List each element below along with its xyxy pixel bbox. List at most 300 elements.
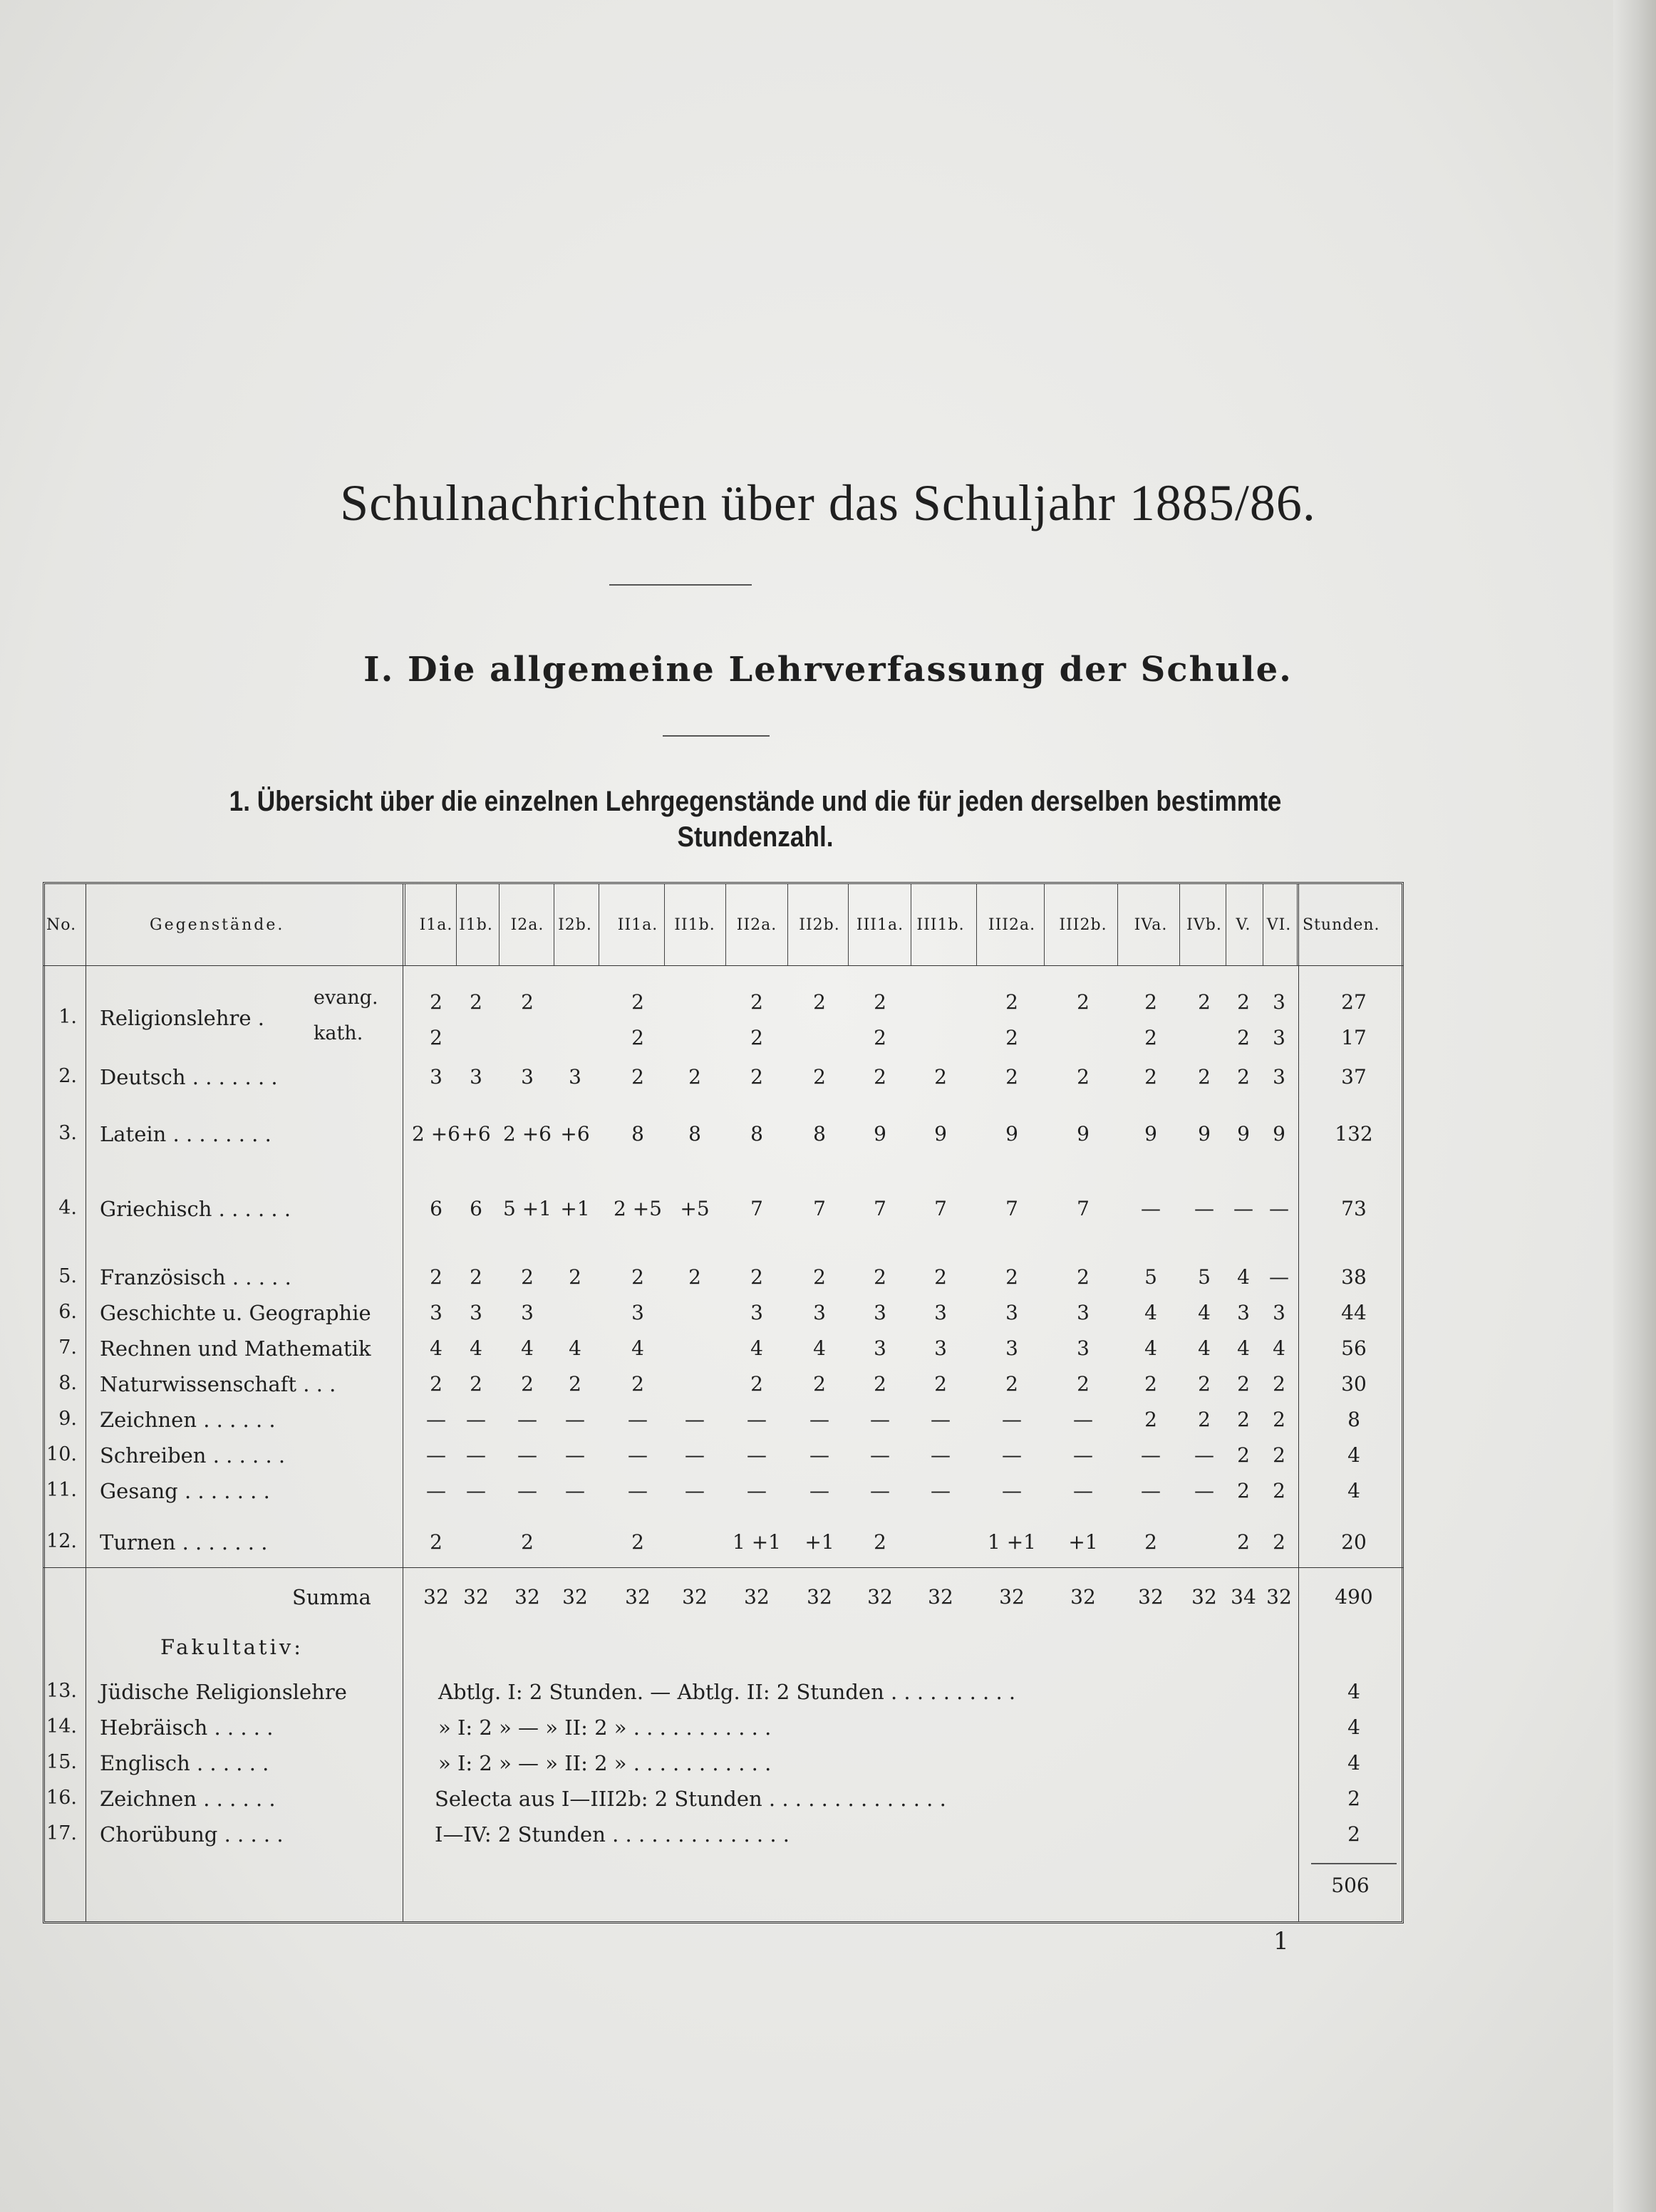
table-cell: 4	[470, 1336, 482, 1360]
optional-row-total: 2	[1347, 1822, 1360, 1846]
table-cell: —	[931, 1443, 951, 1467]
table-cell: +5	[680, 1197, 710, 1220]
table-cell: 2 +6	[412, 1122, 460, 1146]
optional-row-total: 2	[1347, 1787, 1360, 1810]
table-cell: 2	[631, 990, 644, 1014]
summa-total: 490	[1335, 1585, 1373, 1609]
table-cell: 3	[934, 1336, 947, 1360]
summa-cell: 32	[463, 1585, 489, 1609]
row-number: 7.	[58, 1336, 77, 1359]
table-cell: 3	[569, 1065, 581, 1089]
table-cell: 2	[874, 1265, 886, 1289]
fakultativ-label: Fakultativ:	[160, 1635, 304, 1659]
table-cell: 3	[874, 1336, 886, 1360]
table-cell: —	[565, 1443, 585, 1467]
table-cell: 3	[430, 1301, 443, 1324]
table-cell: 3	[813, 1301, 826, 1324]
table-cell: 2	[1005, 990, 1018, 1014]
table-cell: —	[1141, 1479, 1161, 1502]
table-cell: 2	[1144, 1372, 1157, 1396]
table-cell: 4	[569, 1336, 581, 1360]
optional-row-text: » I: 2 » — » II: 2 » . . . . . . . . . . .	[438, 1715, 772, 1740]
table-cell: 4	[750, 1336, 763, 1360]
table-cell: —	[426, 1408, 446, 1431]
table-cell: 2	[1005, 1065, 1018, 1089]
table-cell: 2	[1237, 1443, 1250, 1467]
row-number: 9.	[58, 1408, 77, 1430]
optional-row-number: 16.	[46, 1787, 77, 1809]
table-cell: 2	[1144, 990, 1157, 1014]
table-cell: 7	[1077, 1197, 1090, 1220]
table-cell: 3	[934, 1301, 947, 1324]
table-cell: 2	[631, 1065, 644, 1089]
table-cell: —	[1233, 1197, 1253, 1220]
summa-cell: 32	[999, 1585, 1025, 1609]
row-total: 17	[1341, 1026, 1367, 1049]
header-class: V.	[1236, 916, 1251, 934]
optional-row-subject: Hebräisch . . . . .	[100, 1715, 274, 1740]
table-cell: 2	[874, 1530, 886, 1554]
optional-row-text: Selecta aus I—III2b: 2 Stunden . . . . . . . . . . . . . .	[435, 1787, 946, 1811]
table-cell: 2	[470, 1265, 482, 1289]
table-cell: 3	[1005, 1336, 1018, 1360]
header-class: III1a.	[856, 916, 904, 934]
table-cell: 4	[1237, 1265, 1250, 1289]
row-total: 4	[1347, 1443, 1360, 1467]
table-cell: 9	[1144, 1122, 1157, 1146]
row-subject: Naturwissenschaft . . .	[100, 1372, 336, 1396]
optional-row-subject: Jüdische Religionslehre	[100, 1680, 347, 1704]
table-cell: 9	[1198, 1122, 1211, 1146]
header-hours: Stunden.	[1303, 916, 1380, 934]
table-cell: 2	[750, 1065, 763, 1089]
optional-row-number: 13.	[46, 1680, 77, 1702]
table-cell: —	[1269, 1197, 1289, 1220]
row-total: 132	[1335, 1122, 1373, 1146]
header-class: III2a.	[988, 916, 1036, 934]
table-cell: 9	[1237, 1122, 1250, 1146]
summa-cell: 32	[1138, 1585, 1164, 1609]
optional-row-total: 4	[1347, 1715, 1360, 1739]
summa-cell: 32	[514, 1585, 540, 1609]
table-cell: 5	[1144, 1265, 1157, 1289]
table-cell: —	[517, 1479, 537, 1502]
table-cell: 4	[1144, 1336, 1157, 1360]
summa-cell: 32	[625, 1585, 651, 1609]
table-cell: 9	[1077, 1122, 1090, 1146]
table-cell: 2	[470, 990, 482, 1014]
table-cell: 2	[430, 1265, 443, 1289]
row-number: 8.	[58, 1372, 77, 1394]
summa-cell: 32	[1191, 1585, 1217, 1609]
table-cell: 2	[874, 990, 886, 1014]
summa-label: Summa	[292, 1585, 371, 1609]
row-total: 8	[1347, 1408, 1360, 1431]
table-cell: —	[931, 1408, 951, 1431]
table-cell: —	[1269, 1265, 1289, 1289]
row-subject: Griechisch . . . . . .	[100, 1197, 291, 1221]
table-cell: 2	[1237, 1408, 1250, 1431]
col-divider	[664, 883, 665, 965]
table-cell: 2	[1273, 1530, 1285, 1554]
table-cell: 6	[470, 1197, 482, 1220]
table-cell: —	[1194, 1479, 1214, 1502]
col-divider	[1044, 883, 1045, 965]
table-cell: 3	[521, 1065, 534, 1089]
table-cell: 2	[750, 1372, 763, 1396]
header-class: IVb.	[1186, 916, 1222, 934]
table-cell: 4	[1198, 1301, 1211, 1324]
table-cell: —	[565, 1408, 585, 1431]
table-cell: 3	[1237, 1301, 1250, 1324]
table-cell: 3	[1077, 1301, 1090, 1324]
header-class: II2b.	[799, 916, 840, 934]
grand-total: 506	[1331, 1874, 1370, 1897]
table-cell: —	[466, 1443, 486, 1467]
table-cell: 2	[1077, 1065, 1090, 1089]
row-number: 10.	[46, 1443, 77, 1465]
header-class: II2a.	[736, 916, 777, 934]
table-cell: 3	[430, 1065, 443, 1089]
table-cell: 2	[521, 1530, 534, 1554]
table-cell: 2	[1237, 1530, 1250, 1554]
col-divider	[1117, 883, 1118, 965]
table-cell: 2 +6	[503, 1122, 552, 1146]
table-cell: —	[1002, 1479, 1022, 1502]
table-cell: 2	[750, 990, 763, 1014]
table-cell: 2	[430, 1530, 443, 1554]
row-number: 4.	[58, 1197, 77, 1219]
table-cell: 4	[1144, 1301, 1157, 1324]
table-cell: —	[628, 1479, 648, 1502]
row-total: 56	[1341, 1336, 1367, 1360]
table-cell: 3	[750, 1301, 763, 1324]
table-cell: 7	[934, 1197, 947, 1220]
row-total: 4	[1347, 1479, 1360, 1502]
table-cell: 9	[874, 1122, 886, 1146]
table-cell: 2	[874, 1372, 886, 1396]
row-total: 37	[1341, 1065, 1367, 1089]
table-cell: —	[517, 1443, 537, 1467]
table-cell: 2	[521, 990, 534, 1014]
row-total: 44	[1341, 1301, 1367, 1324]
table-cell: 2	[934, 1065, 947, 1089]
table-cell: —	[685, 1408, 705, 1431]
table-cell: 2	[1144, 1530, 1157, 1554]
table-cell: 2	[569, 1372, 581, 1396]
header-class: III1b.	[916, 916, 965, 934]
row-number: 11.	[46, 1479, 77, 1501]
optional-row-number: 14.	[46, 1715, 77, 1738]
table-cell: —	[628, 1443, 648, 1467]
row-total: 73	[1341, 1197, 1367, 1220]
col-divider	[848, 883, 849, 965]
optional-row-number: 17.	[46, 1822, 77, 1844]
col-divider	[976, 883, 977, 965]
row-number: 12.	[46, 1530, 77, 1552]
col-divider	[499, 883, 500, 965]
table-cell: —	[747, 1443, 767, 1467]
row-subject-variant: kath.	[314, 1022, 363, 1044]
header-class: I1a.	[419, 916, 453, 934]
table-cell: 2 +5	[614, 1197, 662, 1220]
table-cell: 7	[813, 1197, 826, 1220]
header-subject: Gegenstände.	[150, 916, 285, 934]
table-cell: —	[747, 1408, 767, 1431]
table-cell: 3	[470, 1301, 482, 1324]
table-cell: 2	[1198, 990, 1211, 1014]
table-cell: 1 +1	[733, 1530, 781, 1554]
table-cell: 2	[1005, 1265, 1018, 1289]
table-cell: 3	[1005, 1301, 1018, 1324]
row-subject: Schreiben . . . . . .	[100, 1443, 286, 1468]
page-edge	[1613, 0, 1656, 2212]
header-class: I1b.	[459, 916, 493, 934]
row-subject: Turnen . . . . . . .	[100, 1530, 268, 1554]
table-cell: 5 +1	[503, 1197, 552, 1220]
col-divider	[787, 883, 788, 965]
table-cell: —	[1073, 1443, 1093, 1467]
table-cell: —	[466, 1479, 486, 1502]
table-cell: 2	[934, 1265, 947, 1289]
table-cell: 2	[631, 1265, 644, 1289]
table-cell: —	[931, 1479, 951, 1502]
row-total: 38	[1341, 1265, 1367, 1289]
table-cell: —	[426, 1479, 446, 1502]
table-cell: 7	[750, 1197, 763, 1220]
table-cell: —	[870, 1479, 890, 1502]
table-cell: —	[1194, 1197, 1214, 1220]
row-number: 1.	[58, 1006, 77, 1028]
document-title: Schulnachrichten über das Schuljahr 1885/86.	[340, 474, 1316, 531]
table-cell: 2	[1077, 990, 1090, 1014]
table-cell: 4	[813, 1336, 826, 1360]
table-cell: 4	[1237, 1336, 1250, 1360]
table-cell: 2	[874, 1026, 886, 1049]
table-cell: —	[870, 1408, 890, 1431]
table-cell: 2	[813, 1372, 826, 1396]
table-cell: +1	[804, 1530, 834, 1554]
table-cell: 3	[521, 1301, 534, 1324]
row-subject-variant: evang.	[314, 987, 378, 1009]
table-cell: 2	[1005, 1372, 1018, 1396]
table-cell: 3	[1273, 1301, 1285, 1324]
table-cell: 2	[1144, 1026, 1157, 1049]
row-total: 20	[1341, 1530, 1367, 1554]
optional-row-text: I—IV: 2 Stunden . . . . . . . . . . . . . .	[435, 1822, 790, 1847]
table-cell: 2	[750, 1265, 763, 1289]
table-cell: —	[628, 1408, 648, 1431]
row-subject: Geschichte u. Geographie	[100, 1301, 371, 1325]
table-cell: 2	[430, 990, 443, 1014]
page-number: 1	[1273, 1927, 1289, 1956]
table-cell: 2	[1144, 1408, 1157, 1431]
summa-cell: 32	[423, 1585, 449, 1609]
table-cell: 2	[813, 1065, 826, 1089]
summa-cell: 32	[867, 1585, 893, 1609]
header-class: II1b.	[674, 916, 715, 934]
table-cell: 3	[1273, 1026, 1285, 1049]
table-cell: —	[685, 1443, 705, 1467]
summa-cell: 32	[928, 1585, 953, 1609]
table-cell: 6	[430, 1197, 443, 1220]
table-cell: —	[809, 1408, 829, 1431]
table-cell: +1	[560, 1197, 590, 1220]
table-cell: —	[565, 1479, 585, 1502]
table-cell: 1 +1	[988, 1530, 1036, 1554]
row-subject: Zeichnen . . . . . .	[100, 1408, 276, 1432]
table-cell: 2	[1198, 1065, 1211, 1089]
table-cell: —	[685, 1479, 705, 1502]
header-class: I2b.	[558, 916, 592, 934]
row-subject: Deutsch . . . . . . .	[100, 1065, 278, 1089]
table-cell: —	[1002, 1443, 1022, 1467]
table-cell: 2	[934, 1372, 947, 1396]
table-cell: —	[1141, 1197, 1161, 1220]
col-divider	[456, 883, 457, 965]
table-cell: 2	[1144, 1065, 1157, 1089]
optional-row-subject: Chorübung . . . . .	[100, 1822, 284, 1847]
table-cell: 2	[631, 1026, 644, 1049]
table-cell: —	[747, 1479, 767, 1502]
table-cell: 3	[1077, 1336, 1090, 1360]
table-cell: —	[809, 1479, 829, 1502]
summa-cell: 34	[1231, 1585, 1256, 1609]
table-cell: 2	[1198, 1408, 1211, 1431]
table-cell: 4	[1273, 1336, 1285, 1360]
table-cell: —	[466, 1408, 486, 1431]
optional-row-total: 4	[1347, 1680, 1360, 1703]
table-cell: 4	[430, 1336, 443, 1360]
table-cell: 9	[934, 1122, 947, 1146]
table-cell: —	[1073, 1479, 1093, 1502]
table-cell: —	[1141, 1443, 1161, 1467]
table-cell: 3	[874, 1301, 886, 1324]
table-cell: 7	[874, 1197, 886, 1220]
table-cell: 8	[813, 1122, 826, 1146]
header-class: II1a.	[617, 916, 658, 934]
table-cell: 3	[1273, 990, 1285, 1014]
table-cell: 9	[1005, 1122, 1018, 1146]
summa-cell: 32	[562, 1585, 588, 1609]
optional-row-number: 15.	[46, 1751, 77, 1773]
table-cell: 2	[1237, 1065, 1250, 1089]
table-cell: +6	[560, 1122, 590, 1146]
title-rule	[609, 584, 752, 586]
table-cell: 4	[521, 1336, 534, 1360]
summa-cell: 32	[1070, 1585, 1096, 1609]
table-cell: 2	[1273, 1443, 1285, 1467]
table-cell: 2	[1237, 990, 1250, 1014]
col-divider	[1179, 883, 1180, 965]
table-cell: —	[870, 1443, 890, 1467]
summa-divider	[43, 1567, 1404, 1568]
optional-row-total: 4	[1347, 1751, 1360, 1775]
optional-row-text: Abtlg. I: 2 Stunden. — Abtlg. II: 2 Stunden . . . . . . . . . .	[438, 1680, 1016, 1704]
table-cell: +1	[1068, 1530, 1098, 1554]
table-cell: —	[517, 1408, 537, 1431]
table-cell: 2	[874, 1065, 886, 1089]
table-cell: 8	[750, 1122, 763, 1146]
row-subject: Latein . . . . . . . .	[100, 1122, 271, 1146]
summa-cell: 32	[744, 1585, 770, 1609]
table-cell: 2	[1273, 1408, 1285, 1431]
row-subject: Gesang . . . . . . .	[100, 1479, 270, 1503]
table-cell: 2	[1273, 1479, 1285, 1502]
subsection-heading: 1. Übersicht über die einzelnen Lehrgegenstände und die für jeden derselben bestimmte Stundenzahl.	[229, 786, 1282, 853]
table-cell: 3	[470, 1065, 482, 1089]
table-cell: —	[426, 1443, 446, 1467]
table-cell: 2	[813, 990, 826, 1014]
table-cell: 8	[631, 1122, 644, 1146]
row-number: 3.	[58, 1122, 77, 1144]
header-divider	[43, 965, 1404, 966]
header-no: No.	[46, 916, 77, 934]
table-cell: +6	[461, 1122, 491, 1146]
table-cell: —	[809, 1443, 829, 1467]
col-divider	[1298, 883, 1299, 1922]
summa-cell: 32	[682, 1585, 708, 1609]
col-divider	[725, 883, 726, 965]
table-cell: —	[1002, 1408, 1022, 1431]
table-cell: —	[1073, 1408, 1093, 1431]
table-cell: 2	[569, 1265, 581, 1289]
table-cell: —	[1194, 1443, 1214, 1467]
table-cell: 2	[1198, 1372, 1211, 1396]
section-heading: I. Die allgemeine Lehrverfassung der Schule.	[363, 650, 1293, 690]
table-cell: 2	[430, 1372, 443, 1396]
row-number: 5.	[58, 1265, 77, 1287]
table-cell: 2	[688, 1265, 701, 1289]
header-class: VI.	[1266, 916, 1292, 934]
table-cell: 2	[1237, 1479, 1250, 1502]
header-class: IVa.	[1134, 916, 1168, 934]
total-rule	[1311, 1863, 1397, 1864]
row-number: 2.	[58, 1065, 77, 1087]
table-cell: 2	[1273, 1372, 1285, 1396]
table-cell: 3	[631, 1301, 644, 1324]
table-cell: 4	[1198, 1336, 1211, 1360]
table-cell: 2	[1005, 1026, 1018, 1049]
table-cell: 2	[1077, 1265, 1090, 1289]
table-cell: 7	[1005, 1197, 1018, 1220]
table-cell: 2	[1237, 1026, 1250, 1049]
table-cell: 3	[1273, 1065, 1285, 1089]
table-cell: 2	[521, 1265, 534, 1289]
table-cell: 2	[631, 1530, 644, 1554]
row-total: 30	[1341, 1372, 1367, 1396]
table-cell: 8	[688, 1122, 701, 1146]
table-cell: 9	[1273, 1122, 1285, 1146]
table-cell: 2	[1077, 1372, 1090, 1396]
summa-cell: 32	[807, 1585, 832, 1609]
header-class: III2b.	[1059, 916, 1107, 934]
table-cell: 4	[631, 1336, 644, 1360]
table-cell: 2	[1237, 1372, 1250, 1396]
section-rule	[663, 735, 770, 737]
table-cell: 2	[750, 1026, 763, 1049]
summa-cell: 32	[1266, 1585, 1292, 1609]
optional-row-subject: Zeichnen . . . . . .	[100, 1787, 276, 1811]
col-divider	[1297, 883, 1298, 965]
table-cell: 5	[1198, 1265, 1211, 1289]
table-cell: 2	[470, 1372, 482, 1396]
table-cell: 2	[430, 1026, 443, 1049]
table-cell: 2	[631, 1372, 644, 1396]
row-subject: Religionslehre .	[100, 1006, 264, 1030]
table-cell: 2	[521, 1372, 534, 1396]
table-cell: 2	[813, 1265, 826, 1289]
